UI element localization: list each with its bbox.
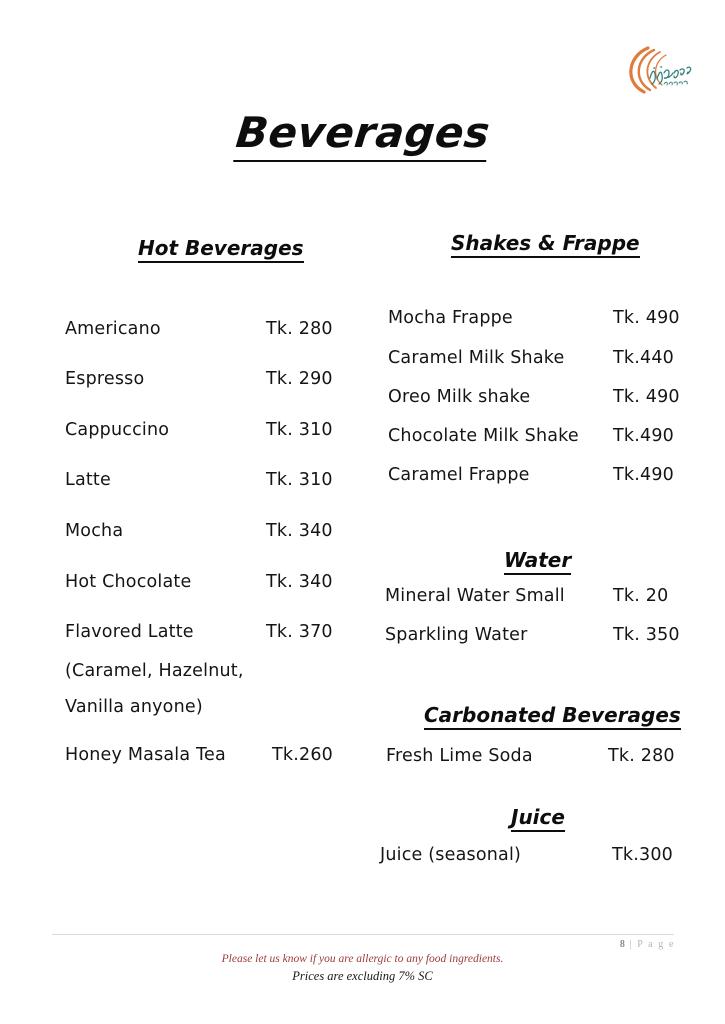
item-price: Tk. 310 bbox=[266, 470, 333, 490]
item-price: Tk.490 bbox=[613, 465, 674, 485]
item-price: Tk. 340 bbox=[266, 521, 333, 541]
item-name: Cappuccino bbox=[65, 420, 170, 440]
item-name: Flavored Latte bbox=[65, 622, 194, 642]
item-name: Honey Masala Tea bbox=[65, 745, 226, 765]
item-price: Tk. 20 bbox=[613, 586, 669, 606]
item-price: Tk. 490 bbox=[613, 387, 680, 407]
section-heading-hot-beverages: Hot Beverages bbox=[138, 236, 304, 263]
page-title bbox=[0, 108, 725, 162]
item-name: Caramel Frappe bbox=[388, 465, 530, 485]
item-name: Hot Chocolate bbox=[65, 572, 192, 592]
item-price: Tk. 280 bbox=[266, 319, 333, 339]
item-price: Tk. 490 bbox=[613, 308, 680, 328]
item-price: Tk. 310 bbox=[266, 420, 333, 440]
page-number-word: P a g e bbox=[637, 939, 675, 950]
item-name: Chocolate Milk Shake bbox=[388, 426, 579, 446]
flavored-latte-note-line-2: Vanilla anyone) bbox=[65, 697, 203, 717]
item-price: Tk.490 bbox=[613, 426, 674, 446]
item-price: Tk.300 bbox=[612, 845, 673, 865]
item-name: Mineral Water Small bbox=[385, 586, 565, 606]
section-heading-carbonated-beverages: Carbonated Beverages bbox=[424, 703, 681, 730]
item-price: Tk. 370 bbox=[266, 622, 333, 642]
item-name: Mocha bbox=[65, 521, 124, 541]
item-name: Espresso bbox=[65, 369, 145, 389]
impulses-lounge-logo bbox=[614, 38, 710, 100]
item-price: Tk. 290 bbox=[266, 369, 333, 389]
item-name: Americano bbox=[65, 319, 161, 339]
item-name: Mocha Frappe bbox=[388, 308, 513, 328]
item-price: Tk. 340 bbox=[266, 572, 333, 592]
section-heading-water: Water bbox=[504, 548, 571, 575]
item-price: Tk.440 bbox=[613, 348, 674, 368]
section-heading-shakes-frappe: Shakes & Frappe bbox=[451, 231, 640, 258]
item-name: Caramel Milk Shake bbox=[388, 348, 565, 368]
service-charge-note: Prices are excluding 7% SC bbox=[292, 969, 433, 983]
allergy-note: Please let us know if you are allergic to any food ingredients. bbox=[221, 953, 504, 965]
item-price: Tk.260 bbox=[272, 745, 333, 765]
page-number-value: 8 bbox=[619, 939, 626, 950]
item-name: Sparkling Water bbox=[385, 625, 528, 645]
footer-divider bbox=[52, 934, 674, 935]
item-name: Oreo Milk shake bbox=[388, 387, 531, 407]
flavored-latte-note-line-1: (Caramel, Hazelnut, bbox=[65, 661, 244, 681]
item-price: Tk. 280 bbox=[608, 746, 675, 766]
section-heading-juice: Juice bbox=[511, 805, 565, 832]
page-title-text: Beverages bbox=[233, 108, 492, 162]
page-number: 8 | P a g e bbox=[619, 939, 675, 950]
item-name: Fresh Lime Soda bbox=[386, 746, 533, 766]
item-name: Juice (seasonal) bbox=[380, 845, 522, 865]
item-name: Latte bbox=[65, 470, 111, 490]
item-price: Tk. 350 bbox=[613, 625, 680, 645]
